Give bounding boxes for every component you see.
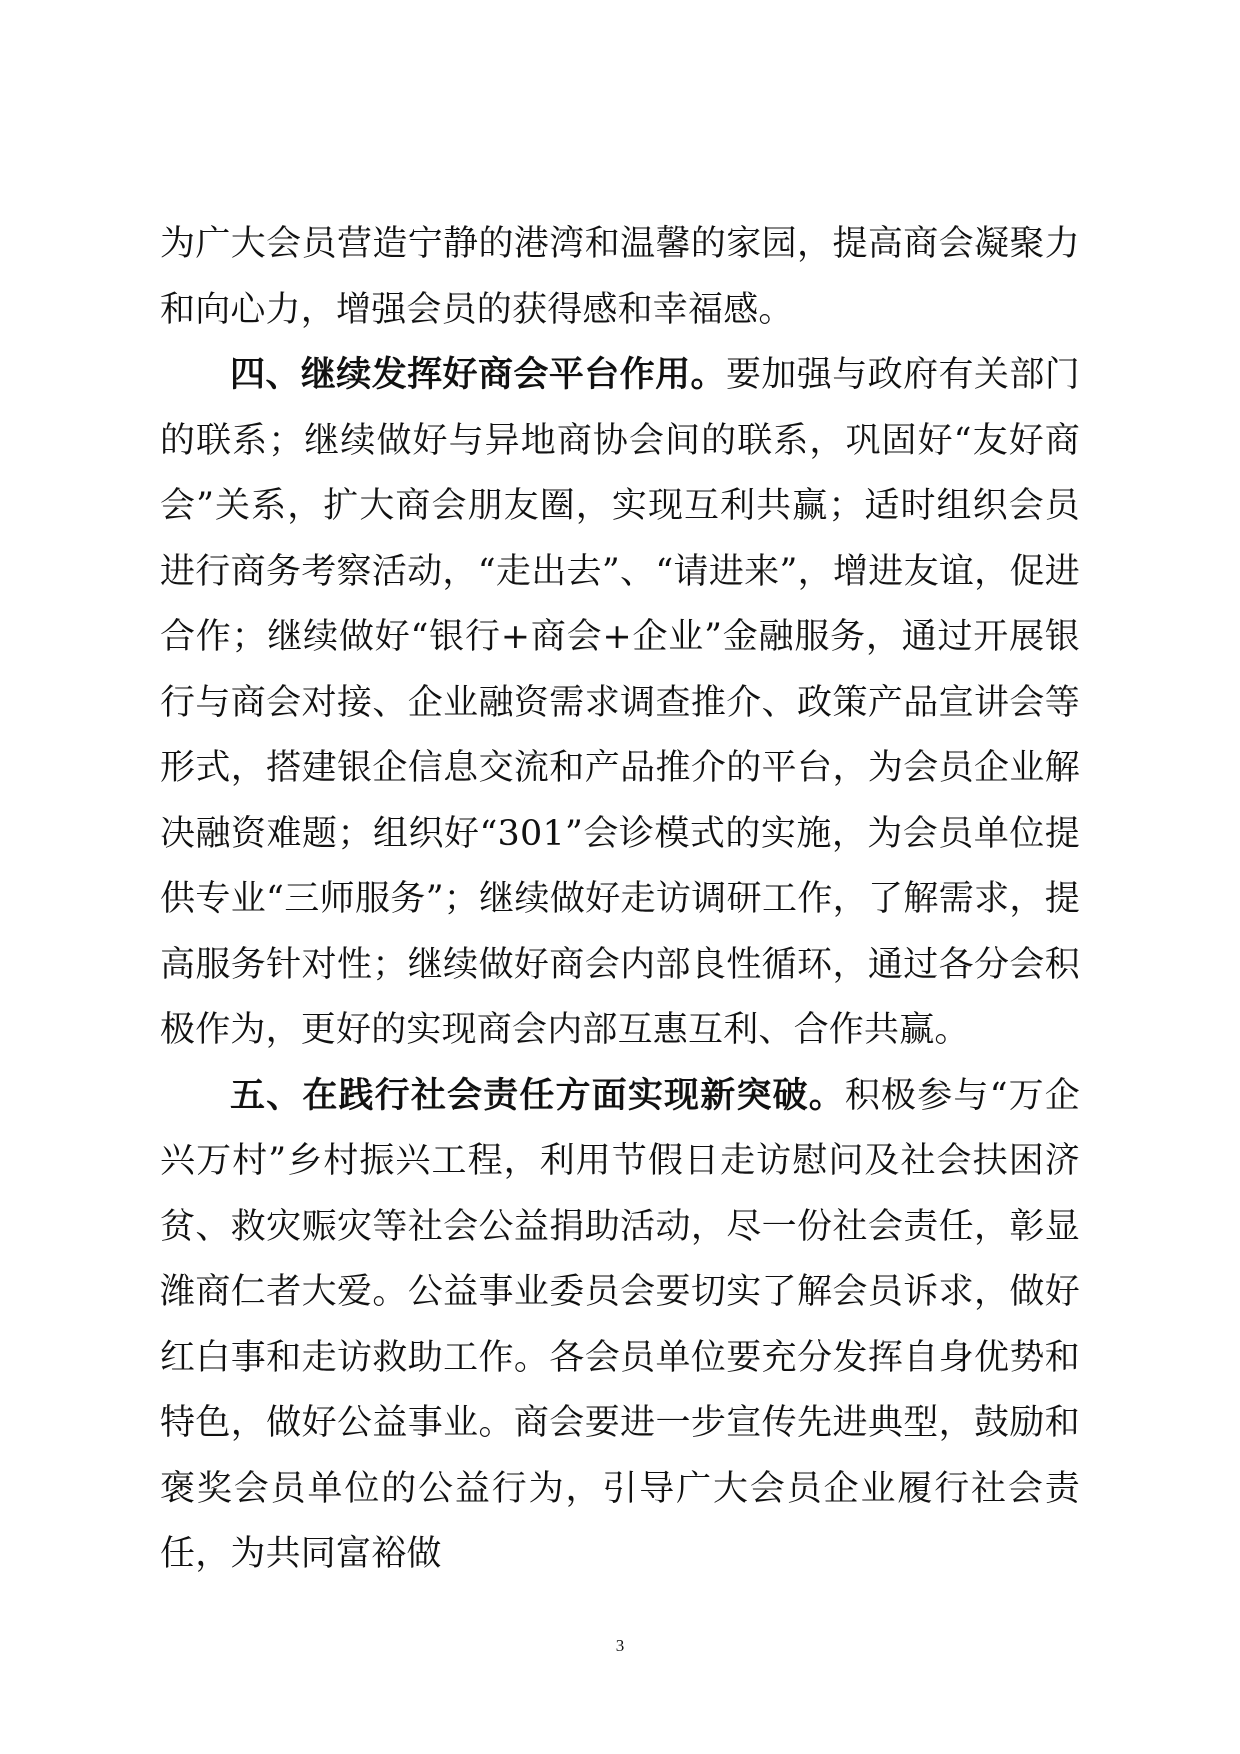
section-five-text: 积极参与“万企兴万村”乡村振兴工程，利用节假日走访慰问及社会扶困济贫、救灾赈灾等社会公益捐助活动，尽一份社会责任，彰显潍商仁者大爱。公益事业委员会要切实了解会员诉求，做好红白事和走访救助工作。各会员单位要充分发挥自身优势和特色，做好公益事业。商会要进一步宣传先进典型，鼓励和褒奖会员单位的公益行为，引导广大会员企业履行社会责任，为共同富裕做 [160,1075,1081,1574]
section-four-text: 要加强与政府有关部门的联系；继续做好与异地商协会间的联系，巩固好“友好商会”关系，扩大商会朋友圈，实现互利共赢；适时组织会员进行商务考察活动，“走出去”、“请进来”，增进友谊，促进合作；继续做好“银行+商会+企业”金融服务，通过开展银行与商会对接、企业融资需求调查推介、政策产品宣讲会等形式，搭建银企信息交流和产品推介的平台，为会员企业解决融资难题；组织好“301”会诊模式的实施，为会员单位提供专业“三师服务”；继续做好走访调研工作，了解需求，提高服务针对性；继续做好商会内部良性循环，通过各分会积极作为，更好的实现商会内部互惠互利、合作共赢。 [160,355,1080,1050]
paragraph-section-five [160,1064,1080,1588]
section-five-heading: 五、在践行社会责任方面实现新突破。 [230,1075,845,1116]
paragraph-continuation-text: 为广大会员营造宁静的港湾和温馨的家园，提高商会凝聚力和向心力，增强会员的获得感和幸福感。 [160,224,1080,330]
page-number: 3 [615,1636,625,1655]
section-four-heading: 四、继续发挥好商会平台作用。 [230,355,726,395]
paragraph-section-four [160,343,1080,1064]
body-text [160,212,1080,1588]
paragraph-continuation [160,212,1080,343]
